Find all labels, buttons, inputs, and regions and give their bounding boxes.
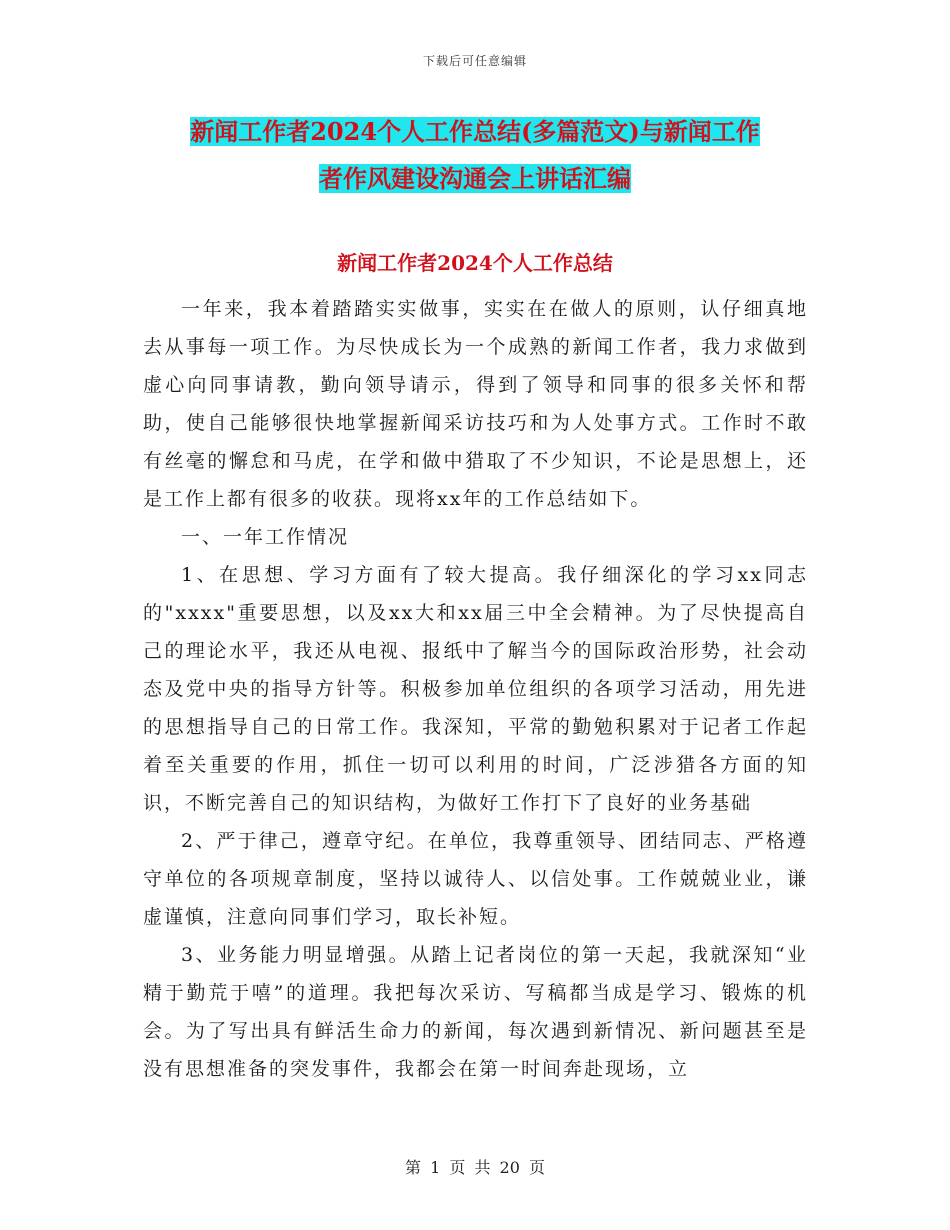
paragraph-item-1: 1、在思想、学习方面有了较大提高。我仔细深化的学习xx同志的"xxxx"重要思想，以及xx大和xx届三中全会精神。为了尽快提高自己的理论水平，我还从电视、报纸中了解当今的国际政治形势，社会动态及党中央的指导方针等。积极参加单位组织的各项学习活动，用先进的思想指导自己的日常工作。我深知，平常的勤勉积累对于记者工作起着至关重要的作用，抓住一切可以利用的时间，广泛涉猎各方面的知识，不断完善自己的知识结构，为做好工作打下了良好的业务基础	[143, 564, 808, 814]
paragraph-item-3: 3、业务能力明显增强。从踏上记者岗位的第一天起，我就深知“业精于勤荒于嘻”的道理。我把每次采访、写稿都当成是学习、锻炼的机会。为了写出具有鲜活生命力的新闻，每次遇到新情况、新问题甚至是没有思想准备的突发事件，我都会在第一时间奔赴现场，立	[143, 944, 808, 1080]
document-title-line-2: 者作风建设沟通会上讲话汇编	[319, 164, 631, 193]
document-title	[140, 108, 810, 202]
document-body	[143, 290, 808, 1088]
paragraph-heading-1: 一、一年工作情况	[181, 526, 350, 548]
section-title: 新闻工作者2024个人工作总结	[337, 251, 613, 275]
page-number: 第 1 页 共 20 页	[405, 1158, 545, 1177]
paragraph-item-2: 2、严于律己，遵章守纪。在单位，我尊重领导、团结同志、严格遵守单位的各项规章制度，坚持以诚待人、以信处事。工作兢兢业业，谦虚谨慎，注意向同事们学习，取长补短。	[143, 830, 808, 928]
page-header-note: 下载后可任意编辑	[422, 54, 527, 68]
document-title-line-1: 新闻工作者2024个人工作总结(多篇范文)与新闻工作	[190, 117, 760, 146]
paragraph-intro: 一年来，我本着踏踏实实做事，实实在在做人的原则，认仔细真地去从事每一项工作。为尽快成长为一个成熟的新闻工作者，我力求做到虚心向同事请教，勤向领导请示，得到了领导和同事的很多关怀和帮助，使自己能够很快地掌握新闻采访技巧和为人处事方式。工作时不敢有丝毫的懈怠和马虎，在学和做中猎取了不少知识，不论是思想上，还是工作上都有很多的收获。现将xx年的工作总结如下。	[143, 298, 808, 510]
